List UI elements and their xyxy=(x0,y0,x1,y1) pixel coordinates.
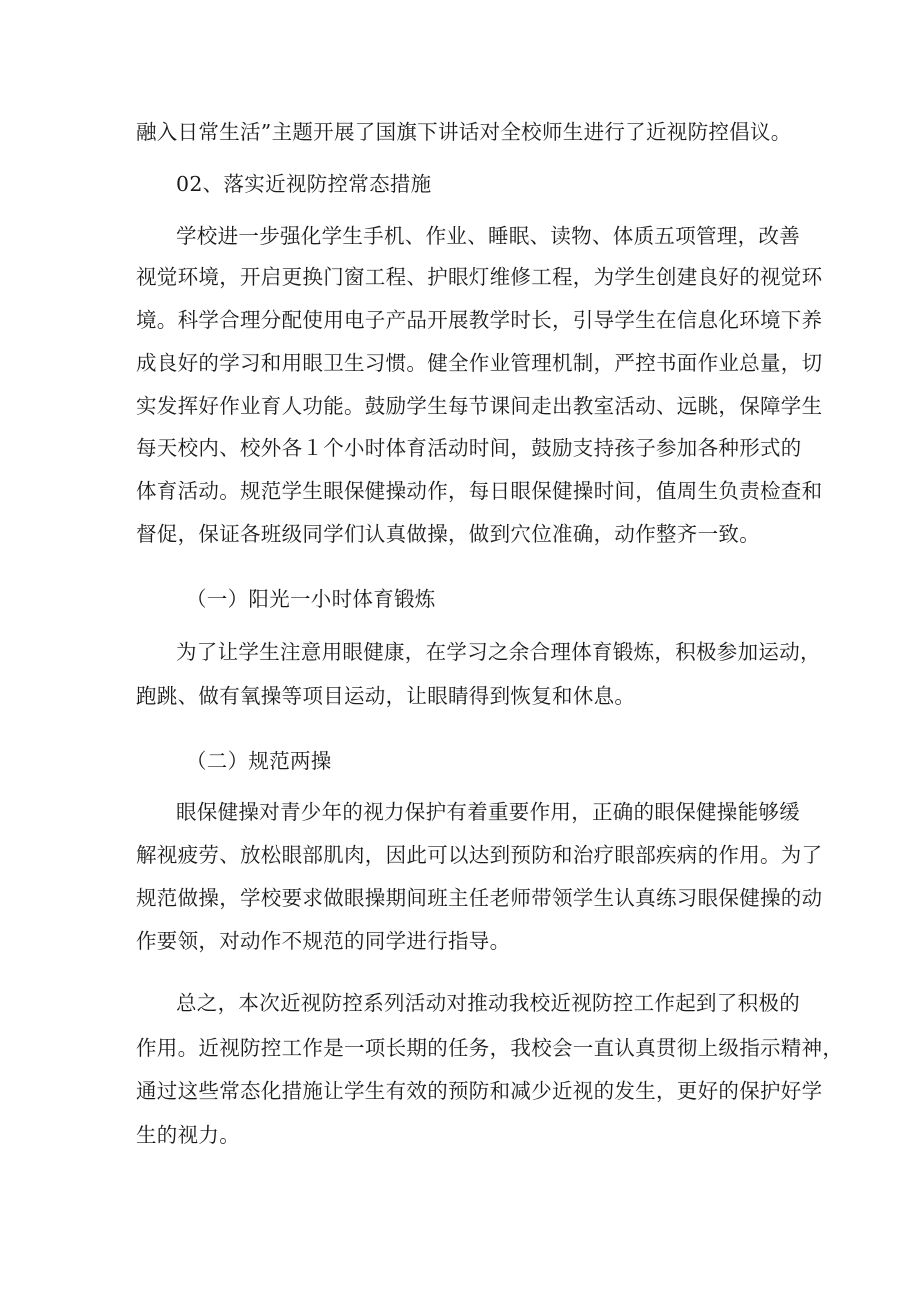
text-line: 解视疲劳、放松眼部肌肉，因此可以达到预防和治疗眼部疾病的作用。为了 xyxy=(136,843,823,867)
text-line: 体育活动。规范学生眼保健操动作，每日眼保健操时间，值周生负责检查和 xyxy=(136,479,823,503)
text-line: 总之，本次近视防控系列活动对推动我校近视防控工作起到了积极的 xyxy=(176,991,800,1015)
text-line: 实发挥好作业育人功能。鼓励学生每节课间走出教室活动、远眺，保障学生 xyxy=(136,394,823,418)
text-line: 生的视力。 xyxy=(136,1123,240,1147)
text-line: 督促，保证各班级同学们认真做操，做到穴位准确，动作整齐一致。 xyxy=(136,522,760,546)
text-line: 眼保健操对青少年的视力保护有着重要作用，正确的眼保健操能够缓 xyxy=(176,800,800,824)
text-line: 作要领，对动作不规范的同学进行指导。 xyxy=(136,929,511,953)
text-line: 融入日常生活”主题开展了国旗下讲话对全校师生进行了近视防控倡议。 xyxy=(136,120,792,144)
text-line: 境。科学合理分配使用电子产品开展教学时长，引导学生在信息化环境下养 xyxy=(136,308,823,332)
section-heading: 02、落实近视防控常态措施 xyxy=(176,172,432,196)
text-line: 通过这些常态化措施让学生有效的预防和减少近视的发生，更好的保护好学 xyxy=(136,1079,823,1103)
text-line: 作用。近视防控工作是一项长期的任务，我校会一直认真贯彻上级指示精神， xyxy=(136,1036,844,1060)
text-line: 规范做操，学校要求做眼操期间班主任老师带领学生认真练习眼保健操的动 xyxy=(136,886,823,910)
text-line: 跑跳、做有氧操等项目运动，让眼睛得到恢复和休息。 xyxy=(136,684,636,708)
text-line: 视觉环境，开启更换门窗工程、护眼灯维修工程，为学生创建良好的视觉环 xyxy=(136,265,823,289)
text-line: 学校进一步强化学生手机、作业、睡眠、读物、体质五项管理，改善 xyxy=(176,224,800,248)
text-line: 成良好的学习和用眼卫生习惯。健全作业管理机制，严控书面作业总量，切 xyxy=(136,351,823,375)
subsection-heading: （一）阳光一小时体育锻炼 xyxy=(186,587,436,611)
text-line: 每天校内、校外各１个小时体育活动时间，鼓励支持孩子参加各种形式的 xyxy=(136,436,802,460)
subsection-heading: （二）规范两操 xyxy=(186,749,332,773)
text-line: 为了让学生注意用眼健康，在学习之余合理体育锻炼，积极参加运动， xyxy=(176,640,821,664)
